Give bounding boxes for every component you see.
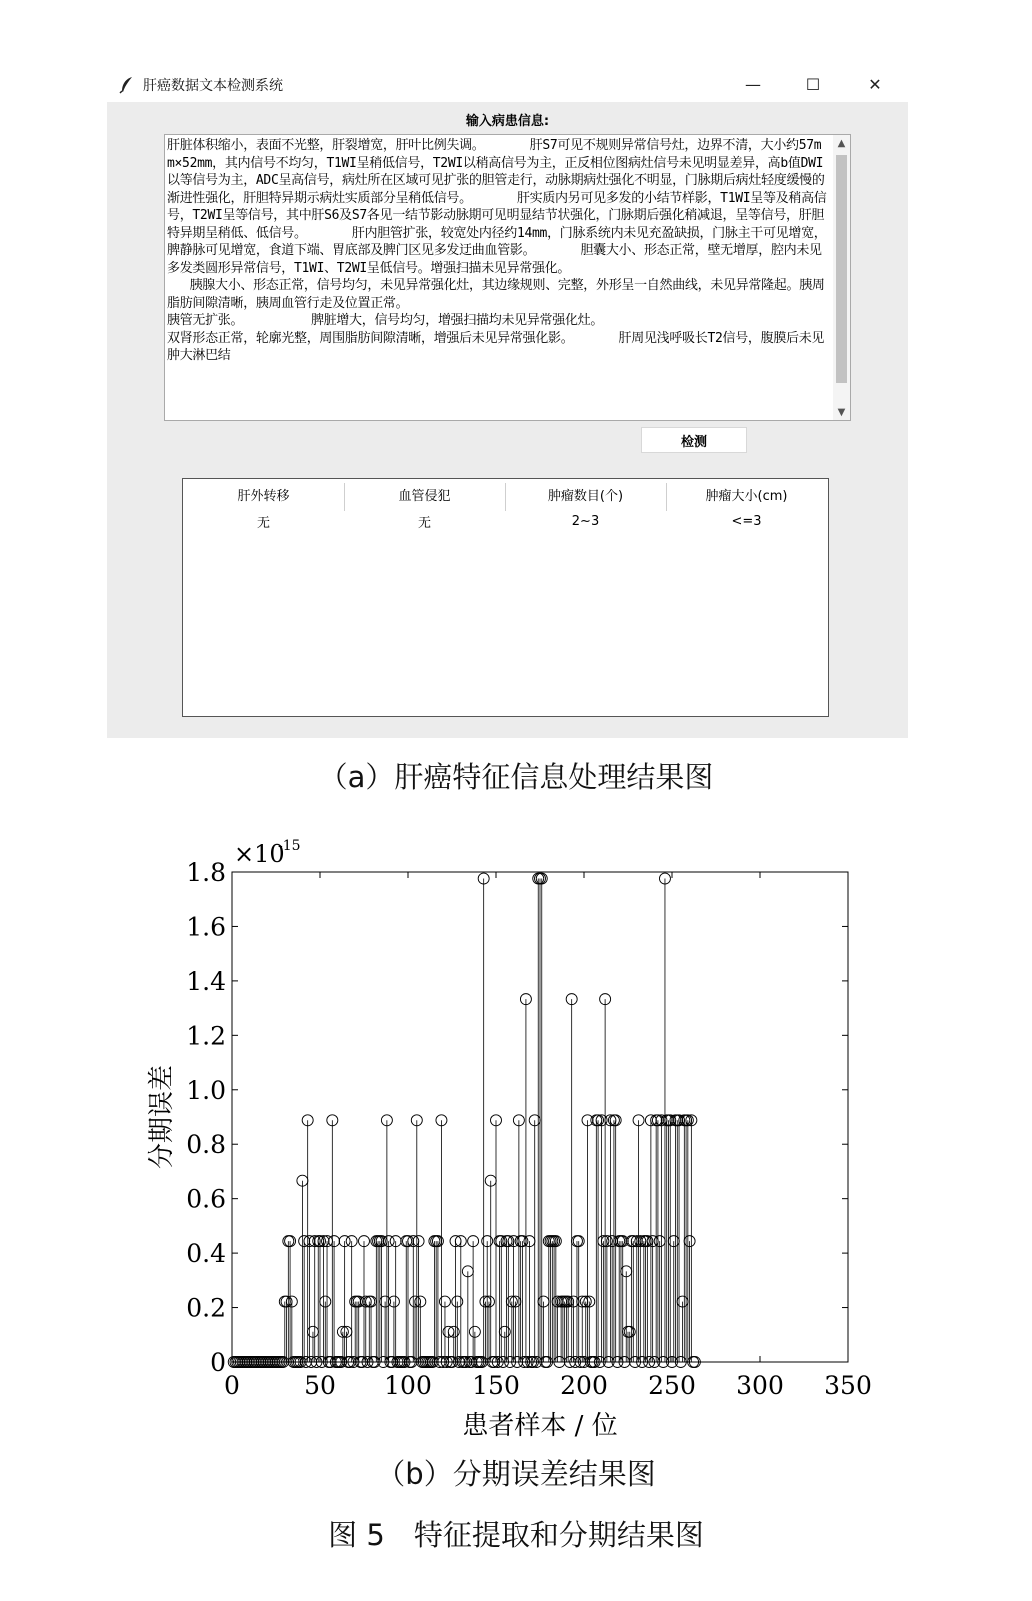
x-tick-label: 150: [472, 1371, 520, 1400]
y-tick-label: 1.2: [186, 1021, 226, 1051]
close-button[interactable]: [852, 68, 898, 100]
stem-chart: [120, 820, 880, 1450]
x-tick-label: 50: [304, 1371, 336, 1400]
detect-button[interactable]: 检测: [641, 427, 747, 453]
maximize-button[interactable]: [790, 68, 836, 100]
y-axis-label: 分期误差: [147, 1064, 177, 1170]
column-header: 肝外转移: [237, 488, 290, 504]
result-value: 2~3: [571, 513, 600, 529]
patient-info-text[interactable]: 肝脏体积缩小，表面不光整，肝裂增宽，肝叶比例失调。 肝S7可见不规则异常信号灶，边界不清，大小约57mm×52mm，其内信号不均匀，T1WI呈稍低信号，T2WI以稍高信号为主，正反相位图病灶信号未见明显差异，高b值DWI以等信号为主，ADC呈高信号，病灶所在区域可见扩张的胆管走行，动脉期病灶强化不明显，门脉期后病灶轻度缓慢的渐进性强化，肝胆特异期示病灶实质部分呈稍低信号。 肝实质内另可见多发的小结节样影，T1WI呈等及稍高信号，T2WI呈等信号，其中肝S6及S7各见一结节影动脉期可见明显结节状强化，门脉期后强化稍减退，呈等信号，肝胆特异期呈稍低、低信号。 肝内胆管扩张，较宽处内径约14mm，门脉系统内未见充盈缺损，门脉主干可见增宽，脾静脉可见增宽，食道下端、胃底部及脾门区见多发迂曲血管影。 胆囊大小、形态正常，壁无增厚，腔内未见多发类圆形异常信号，T1WI、T2WI呈低信号。增强扫描未见异常强化。 胰腺大小、形态正常，信号均匀，未见异常强化灶，其边缘规则、完整，外形呈一自然曲线，未见异常隆起。胰周脂肪间隙清晰，胰周血管行走及位置正常。 胰管无扩张。 脾脏增大，信号均匀，增强扫描均未见异常强化灶。 双肾形态正常，轮廓光整，周围脂肪间隙清晰，增强后未见异常强化影。 肝周见浅呼吸长T2信号，腹膜后未见肿大淋巴结: [167, 138, 827, 363]
minimize-icon: —: [745, 74, 761, 94]
result-column: [666, 479, 827, 533]
y-tick-label: 1.0: [186, 1075, 226, 1105]
client-area: [107, 102, 908, 738]
x-tick-label: 350: [824, 1371, 872, 1400]
caption-a: （a）肝癌特征信息处理结果图: [318, 760, 714, 794]
feather-icon: [119, 76, 135, 94]
result-column: [183, 479, 344, 533]
textarea-scrollbar[interactable]: [833, 135, 850, 420]
x-tick-label: 100: [384, 1371, 432, 1400]
y-tick-label: 0.8: [186, 1130, 226, 1160]
input-label: 输入病患信息:: [465, 114, 550, 129]
result-column: [505, 479, 666, 533]
y-tick-label: 0.4: [186, 1239, 226, 1269]
minimize-button[interactable]: [730, 68, 776, 100]
close-icon: ✕: [868, 74, 882, 94]
window-title: 肝癌数据文本检测系统: [143, 78, 283, 94]
y-tick-label: 1.8: [186, 858, 226, 887]
figure-caption: 图 5 特征提取和分期结果图: [328, 1518, 704, 1552]
result-value: <=3: [731, 513, 762, 529]
exponent-power: -15: [278, 838, 301, 854]
result-value: 无: [256, 515, 270, 531]
column-header: 肿瘤数目(个): [547, 488, 624, 504]
maximize-icon: ☐: [805, 74, 821, 94]
patient-info-textarea[interactable]: [164, 134, 851, 421]
result-table: [182, 478, 829, 717]
x-tick-label: 0: [224, 1371, 240, 1400]
x-tick-label: 250: [648, 1371, 696, 1400]
exponent-label: ×10: [234, 840, 285, 868]
y-tick-label: 0.2: [186, 1293, 226, 1323]
x-axis-label: 患者样本 / 位: [462, 1411, 618, 1441]
column-header: 肿瘤大小(cm): [705, 488, 788, 504]
y-tick-label: 0: [210, 1348, 226, 1377]
result-column: [344, 479, 505, 533]
app-window: [107, 68, 908, 738]
scroll-down-icon[interactable]: ▼: [837, 406, 846, 418]
y-tick-label: 1.6: [186, 912, 226, 942]
y-tick-label: 0.6: [186, 1184, 226, 1214]
scroll-thumb[interactable]: [836, 155, 847, 383]
title-bar: [107, 68, 908, 102]
x-tick-label: 200: [560, 1371, 608, 1400]
y-tick-label: 1.4: [186, 966, 226, 996]
scroll-up-icon[interactable]: ▲: [837, 137, 846, 149]
result-value: 无: [417, 515, 431, 531]
column-header: 血管侵犯: [398, 488, 451, 504]
x-tick-label: 300: [736, 1371, 784, 1400]
caption-b: （b）分期误差结果图: [376, 1457, 656, 1491]
